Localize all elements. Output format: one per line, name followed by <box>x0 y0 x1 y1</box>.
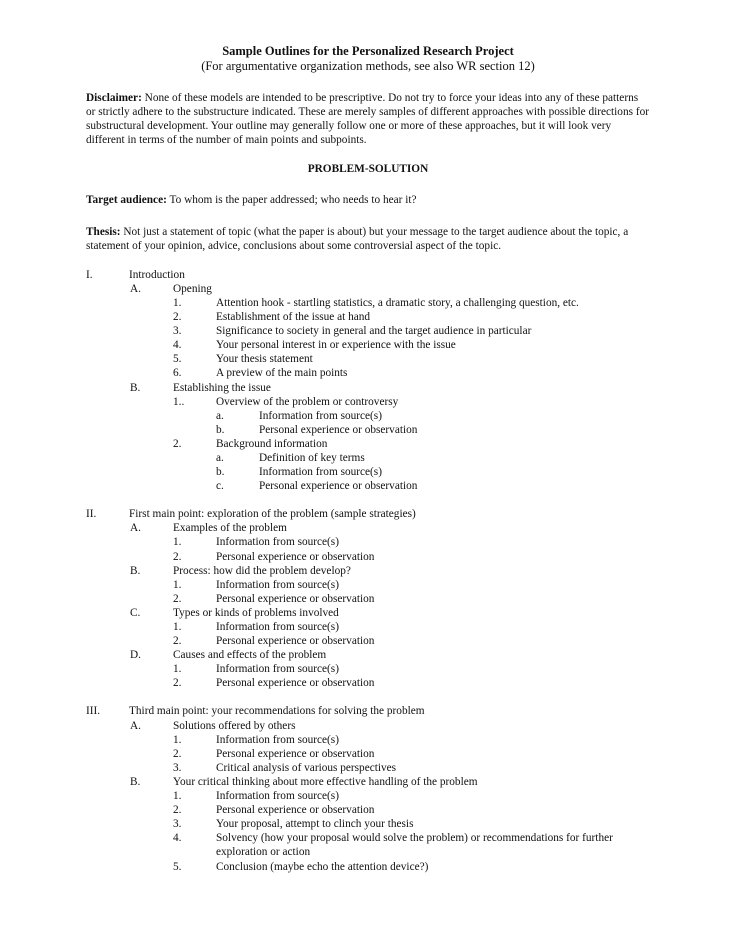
document-subtitle: (For argumentative organization methods, see also WR section 12) <box>201 59 535 73</box>
outline-item <box>86 578 650 592</box>
outline-marker: 2. <box>173 437 182 450</box>
thesis-label: Thesis: <box>86 225 121 238</box>
outline-item <box>86 507 650 521</box>
outline-item <box>86 648 650 662</box>
outline-text: Attention hook - startling statistics, a dramatic story, a challenging question, etc. <box>216 296 579 309</box>
outline-item <box>86 437 650 451</box>
outline-item <box>86 676 650 690</box>
outline-text: Background information <box>216 437 328 450</box>
outline-marker: 1. <box>173 578 182 591</box>
outline-text: Personal experience or observation <box>216 550 375 563</box>
outline-text: Personal experience or observation <box>216 592 375 605</box>
outline-marker: 1. <box>173 733 182 746</box>
outline-marker: 5. <box>173 860 182 873</box>
outline-text: Personal experience or observation <box>216 677 375 690</box>
outline-marker: 1. <box>173 790 182 803</box>
section-gap <box>86 690 650 704</box>
outline-text: Opening <box>173 282 212 295</box>
outline-text: Information from source(s) <box>259 409 382 422</box>
outline-marker: 3. <box>173 761 182 774</box>
outline-item <box>86 521 650 535</box>
outline-item <box>86 324 650 338</box>
outline-text: Information from source(s) <box>216 536 339 549</box>
outline-marker: B. <box>130 775 141 788</box>
target-audience-text: To whom is the paper addressed; who needs to hear it? <box>166 194 417 207</box>
outline-text: Solutions offered by others <box>173 719 296 732</box>
outline-item-continuation <box>86 845 650 859</box>
outline-marker: b. <box>216 466 225 479</box>
outline-item <box>86 381 650 395</box>
outline-marker: 2. <box>173 804 182 817</box>
outline-text: Information from source(s) <box>216 578 339 591</box>
outline-marker: c. <box>216 480 224 493</box>
outline-text: Information from source(s) <box>216 733 339 746</box>
outline-item <box>86 634 650 648</box>
outline-marker: b. <box>216 423 225 436</box>
target-audience-label: Target audience: <box>86 194 167 207</box>
outline-item <box>86 310 650 324</box>
outline-item <box>86 409 650 423</box>
outline-text: Your personal interest in or experience with the issue <box>216 339 456 352</box>
outline-text: Conclusion (maybe echo the attention device?) <box>216 860 429 873</box>
outline-marker: 4. <box>173 339 182 352</box>
outline-text: Overview of the problem or controversy <box>216 395 399 408</box>
outline-marker: B. <box>130 381 141 394</box>
thesis-text: Not just a statement of topic (what the paper is about) but your message to the target audience about the topic, a statement of your opinion, advice, conclusions about some controversial aspect of the topic. <box>86 225 629 252</box>
outline-item <box>86 803 650 817</box>
outline-item <box>86 592 650 606</box>
outline-marker: 1. <box>173 296 182 309</box>
outline-marker: 1. <box>173 663 182 676</box>
outline-item <box>86 789 650 803</box>
outline-marker: 1. <box>173 536 182 549</box>
outline-item <box>86 606 650 620</box>
outline-item <box>86 366 650 380</box>
outline-text: Critical analysis of various perspectives <box>216 761 397 774</box>
outline-marker: 1. <box>173 621 182 633</box>
outline-marker: 3. <box>173 325 182 338</box>
outline-marker: 4. <box>173 832 182 845</box>
disclaimer-paragraph <box>86 91 650 147</box>
outline-text: Your thesis statement <box>216 353 313 366</box>
outline-item <box>86 535 650 549</box>
outline-marker: C. <box>130 606 141 619</box>
outline-marker: I. <box>86 268 93 281</box>
outline-item <box>86 296 650 310</box>
outline-text: Introduction <box>129 268 185 281</box>
outline-text: Information from source(s) <box>216 663 339 676</box>
outline-text: Examples of the problem <box>173 522 287 535</box>
outline-text: Significance to society in general and the target audience in particular <box>216 325 532 338</box>
outline-marker: D. <box>130 649 141 662</box>
outline-text: Information from source(s) <box>259 466 382 479</box>
outline-item <box>86 662 650 676</box>
outline-item <box>86 817 650 831</box>
outline-item <box>86 282 650 296</box>
outline-item <box>86 465 650 479</box>
outline-item <box>86 268 650 282</box>
outline-marker: 1.. <box>173 395 185 408</box>
outline-item <box>86 395 650 409</box>
outline-text: Solvency (how your proposal would solve the problem) or recommendations for further <box>216 832 613 845</box>
outline-text: exploration or action <box>216 846 311 859</box>
outline-item <box>86 860 650 874</box>
outline-text: Establishment of the issue at hand <box>216 311 371 324</box>
outline-marker: a. <box>216 451 224 464</box>
outline-text: Definition of key terms <box>259 451 365 464</box>
outline-text: Your critical thinking about more effective handling of the problem <box>173 775 478 788</box>
outline-marker: 2. <box>173 592 182 605</box>
outline-text: Personal experience or observation <box>259 480 418 493</box>
outline-text: Third main point: your recommendations for solving the problem <box>129 705 425 718</box>
outline-marker: III. <box>86 705 101 718</box>
outline-item <box>86 719 650 733</box>
outline-item <box>86 831 650 845</box>
outline-marker: A. <box>130 282 141 295</box>
outline-text: Types or kinds of problems involved <box>173 606 339 619</box>
section-gap <box>86 493 650 507</box>
outline-text: Establishing the issue <box>173 381 271 394</box>
outline-item <box>86 775 650 789</box>
outline-item <box>86 352 650 366</box>
outline-marker: 2. <box>173 635 182 648</box>
outline-text: Personal experience or observation <box>216 747 375 760</box>
outline-marker: 5. <box>173 353 182 366</box>
outline-text: Process: how did the problem develop? <box>173 564 351 577</box>
disclaimer-text: None of these models are intended to be prescriptive. Do not try to force your ideas into any of these patterns or strictly adhere to the substructure indicated. These are merely samples of different approaches with possible directions for substructural development. Your outline may generally follow one or more of these approaches, but it will look very different in terms of the number of main points and subpoints. <box>86 92 649 147</box>
outline-marker: II. <box>86 508 97 521</box>
outline-item <box>86 338 650 352</box>
section-heading: PROBLEM-SOLUTION <box>307 163 429 176</box>
thesis-paragraph <box>86 225 650 253</box>
outline-item <box>86 747 650 761</box>
outline-marker: 3. <box>173 818 182 831</box>
outline-item <box>86 704 650 718</box>
outline <box>86 268 650 874</box>
outline-text: First main point: exploration of the problem (sample strategies) <box>129 508 416 521</box>
outline-text: Information from source(s) <box>216 621 339 633</box>
outline-text: Personal experience or observation <box>259 423 418 436</box>
outline-item <box>86 423 650 437</box>
outline-marker: A. <box>130 522 141 535</box>
outline-item <box>86 733 650 747</box>
outline-item <box>86 620 650 634</box>
outline-item <box>86 550 650 564</box>
outline-text: Personal experience or observation <box>216 804 375 817</box>
outline-marker: a. <box>216 409 224 422</box>
outline-marker: 6. <box>173 367 182 380</box>
outline-text: Information from source(s) <box>216 790 339 803</box>
outline-item <box>86 564 650 578</box>
outline-marker: 2. <box>173 747 182 760</box>
target-audience-paragraph <box>86 193 650 207</box>
outline-text: Your proposal, attempt to clinch your thesis <box>216 818 414 831</box>
outline-item <box>86 761 650 775</box>
disclaimer-label: Disclaimer: <box>86 92 142 104</box>
document-title: Sample Outlines for the Personalized Research Project <box>222 44 514 58</box>
outline-marker: 2. <box>173 311 182 324</box>
outline-marker: 2. <box>173 550 182 563</box>
outline-marker: B. <box>130 564 141 577</box>
outline-marker: A. <box>130 719 141 732</box>
outline-text: Personal experience or observation <box>216 635 375 648</box>
outline-item <box>86 479 650 493</box>
outline-item <box>86 451 650 465</box>
outline-marker: 2. <box>173 677 182 690</box>
outline-text: Causes and effects of the problem <box>173 649 327 662</box>
outline-text: A preview of the main points <box>216 367 348 380</box>
